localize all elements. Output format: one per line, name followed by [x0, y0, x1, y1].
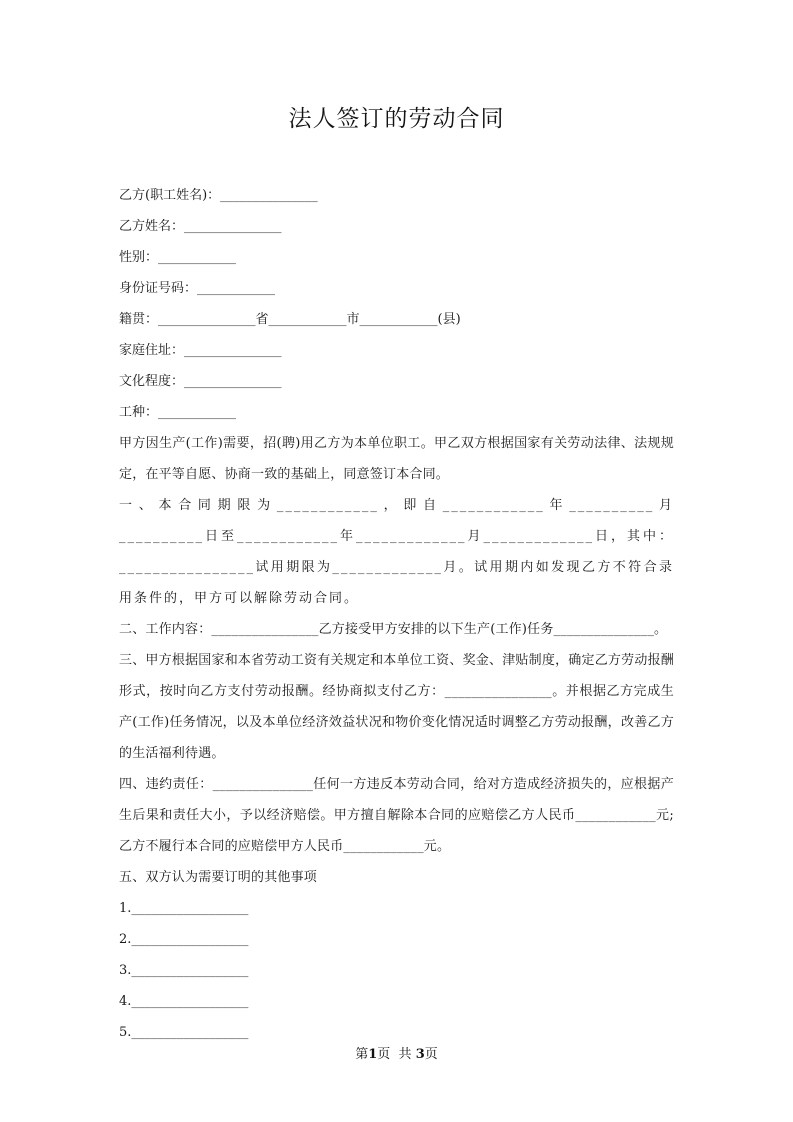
contract-body — [119, 180, 674, 1048]
other-matter-item: 1.__________________ — [119, 901, 249, 916]
footer-middle: 页 共 — [377, 1047, 416, 1062]
clause-term-paragraph: 一、本合同期限为____________，即自____________年__________月__________日至____________年_____________月_____________日，其中：________________试用期限为_____________月。试用期内如发现乙方不符合录用条件的，甲方可以解除劳动合同。 — [119, 498, 674, 606]
party-b-name-line: 乙方姓名：_______________ — [119, 219, 282, 234]
other-matter-item: 4.__________________ — [119, 994, 249, 1009]
other-matter-item: 3.__________________ — [119, 963, 249, 978]
footer-prefix: 第 — [355, 1047, 369, 1062]
page-title: 法人签订的劳动合同 — [288, 106, 505, 132]
footer-suffix: 页 — [424, 1047, 438, 1062]
clause-work-content-paragraph: 二、工作内容：________________乙方接受甲方安排的以下生产(工作)任务_______________。 — [119, 622, 668, 637]
clause-other-matters-heading: 五、双方认为需要订明的其他事项 — [119, 870, 318, 885]
clause-liability-paragraph: 四、违约责任：_______________任何一方违反本劳动合同，给对方造成经济损失的，应根据产生后果和责任大小，予以经济赔偿。甲方擅自解除本合同的应赔偿乙方人民币____________元;乙方不履行本合同的应赔偿甲方人民币____________元。 — [119, 777, 674, 854]
clause-remuneration-paragraph: 三、甲方根据国家和本省劳动工资有关规定和本单位工资、奖金、津贴制度，确定乙方劳动报酬形式，按时向乙方支付劳动报酬。经协商拟支付乙方：________________。并根据乙方完成生产(工作)任务情况，以及本单位经济效益状况和物价变化情况适时调整乙方劳动报酬，改善乙方的生活福利待遇。 — [119, 653, 674, 761]
education-line: 文化程度：_______________ — [119, 374, 282, 389]
native-place-line: 籍贯：_______________省____________市____________(县) — [119, 312, 461, 327]
other-matter-item: 5.__________________ — [119, 1025, 249, 1040]
preamble-paragraph: 甲方因生产(工作)需要，招(聘)用乙方为本单位职工。甲乙双方根据国家有关劳动法律、法规规定，在平等自愿、协商一致的基础上，同意签订本合同。 — [119, 436, 674, 482]
job-type-line: 工种：____________ — [119, 405, 237, 420]
page-footer — [0, 1043, 793, 1062]
other-matter-item: 2.__________________ — [119, 932, 249, 947]
id-number-line: 身份证号码：____________ — [119, 281, 276, 296]
total-page-count: 3 — [415, 1047, 425, 1062]
current-page-number: 1 — [368, 1047, 378, 1062]
home-address-line: 家庭住址：_______________ — [119, 343, 282, 358]
employee-name-line: 乙方(职工姓名)：_______________ — [119, 188, 318, 203]
gender-line: 性别：____________ — [119, 250, 237, 265]
